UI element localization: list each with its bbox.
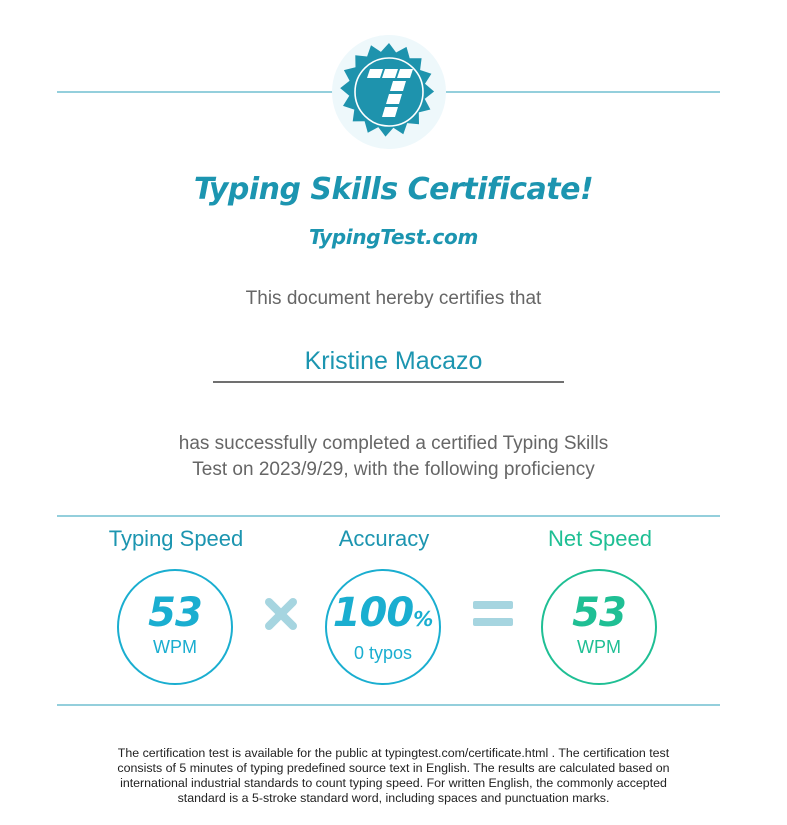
completion-line-2: Test on 2023/9/29, with the following proficiency	[192, 459, 595, 480]
typing-speed-label: Typing Speed	[108, 526, 244, 551]
net-speed-circle	[541, 569, 657, 685]
site-name: TypingTest.com	[308, 225, 479, 249]
typingtest-badge-icon	[331, 34, 447, 150]
top-rule-right	[446, 91, 720, 93]
footer-line-2: consists of 5 minutes of typing predefined source text in English. The results are calculated based on	[117, 761, 670, 775]
completion-line-1: has successfully completed a certified Typing Skills	[178, 433, 609, 454]
typing-speed-value: 53	[148, 590, 202, 636]
accuracy-circle	[325, 569, 441, 685]
equals-icon	[472, 600, 514, 628]
stats-rule-top	[57, 515, 720, 517]
stats-rule-bottom	[57, 704, 720, 706]
name-underline	[213, 381, 564, 383]
accuracy-percent-sign: %	[413, 607, 434, 631]
footer-disclaimer	[50, 746, 737, 806]
footer-line-4: standard is a 5-stroke standard word, including spaces and punctuation marks.	[177, 791, 610, 805]
footer-line-1: The certification test is available for the public at typingtest.com/certificate.html . The certification test	[117, 746, 670, 760]
recipient-name: Kristine Macazo	[304, 347, 483, 375]
top-rule-left	[57, 91, 333, 93]
accuracy-value: 100	[332, 590, 414, 636]
certifies-text: This document hereby certifies that	[245, 288, 542, 309]
certificate-title: Typing Skills Certificate!	[193, 172, 594, 207]
net-speed-value: 53	[572, 590, 626, 636]
completion-statement	[0, 431, 787, 483]
accuracy-label: Accuracy	[338, 526, 430, 551]
multiply-icon	[264, 597, 298, 631]
footer-line-3: international industrial standards to count typing speed. For written English, the commonly accepted	[120, 776, 667, 790]
accuracy-value-wrap	[327, 591, 439, 641]
typing-speed-circle	[117, 569, 233, 685]
net-speed-unit: WPM	[577, 637, 621, 657]
typing-speed-unit: WPM	[153, 637, 197, 657]
net-speed-label: Net Speed	[548, 526, 652, 551]
accuracy-typos: 0 typos	[353, 643, 413, 663]
